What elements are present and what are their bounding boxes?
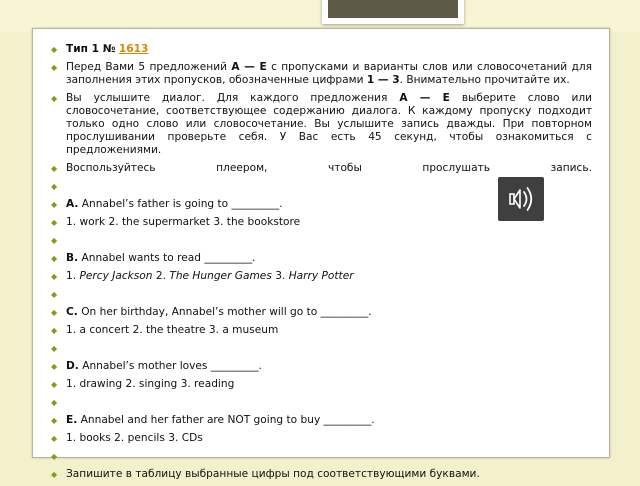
question-b-options <box>50 270 592 283</box>
bullet-icon: ◆ <box>51 63 58 72</box>
question-letter: D. <box>66 360 79 372</box>
bullet-icon: ◆ <box>51 416 58 425</box>
empty-line <box>50 450 592 463</box>
empty-line <box>50 288 592 301</box>
question-e-options <box>50 432 592 445</box>
instruction-text: Перед Вами 5 предложений <box>66 61 227 73</box>
instruction-bold: 1 — 3 <box>366 74 400 86</box>
option-number: 1. <box>66 270 77 282</box>
bullet-icon: ◆ <box>51 398 58 407</box>
bullet-icon: ◆ <box>51 218 58 227</box>
question-e <box>50 414 592 427</box>
question-text: Annabel wants to read _________. <box>81 252 256 264</box>
options-text: 1. a concert 2. the theatre 3. a museum <box>66 324 279 336</box>
question-text: On her birthday, Annabel’s mother will go to _________. <box>81 306 372 318</box>
task-header <box>50 43 592 56</box>
bullet-icon: ◆ <box>51 45 58 54</box>
question-letter: C. <box>66 306 78 318</box>
player-instruction-row <box>66 162 592 175</box>
question-d <box>50 360 592 373</box>
bullet-icon: ◆ <box>51 182 58 191</box>
option-title: Harry Potter <box>288 270 354 282</box>
bullet-icon: ◆ <box>51 362 58 371</box>
option-title: Percy Jackson <box>79 270 153 282</box>
empty-line <box>50 342 592 355</box>
bullet-icon: ◆ <box>51 308 58 317</box>
speaker-icon[interactable] <box>498 177 544 221</box>
question-c-options <box>50 324 592 337</box>
task-label: Тип 1 № <box>66 43 116 55</box>
instruction-bold: А — Е <box>231 61 267 73</box>
bullet-icon: ◆ <box>51 272 58 281</box>
player-word: запись. <box>550 162 592 174</box>
bullet-icon: ◆ <box>51 326 58 335</box>
bullet-icon: ◆ <box>51 290 58 299</box>
instruction-text: с пропусками и варианты слов или словосочетаний для заполнения этих пропусков, обозначенные цифрами <box>66 61 593 86</box>
footer-text: Запишите в таблицу выбранные цифры под соответствующими буквами. <box>66 468 480 480</box>
footer-instruction <box>50 468 592 481</box>
task-number-link[interactable]: 1613 <box>118 43 149 55</box>
bullet-icon: ◆ <box>51 344 58 353</box>
instruction-paragraph-2 <box>50 92 592 157</box>
instruction-text: выберите слово или словосочетание, соответствующее содержанию диалога. К каждому пропуску подходит только одно слово или словосочетание. Вы услышите запись дважды. При повторном прослушивании проверьте себя. У Вас есть 45 секунд, чтобы ознакомиться с предложениями. <box>66 92 592 156</box>
instruction-text: . Внимательно прочитайте их. <box>399 74 570 86</box>
question-b <box>50 252 592 265</box>
bullet-icon: ◆ <box>51 380 58 389</box>
bullet-icon: ◆ <box>51 254 58 263</box>
player-instruction <box>50 162 592 175</box>
decorative-frame <box>322 0 464 24</box>
player-word: чтобы <box>328 162 362 174</box>
option-number: 3. <box>275 270 286 282</box>
instruction-paragraph-1 <box>50 61 592 87</box>
bullet-icon: ◆ <box>51 434 58 443</box>
bullet-icon: ◆ <box>51 452 58 461</box>
options-text: 1. work 2. the supermarket 3. the bookstore <box>66 216 301 228</box>
option-number: 2. <box>155 270 166 282</box>
question-letter: E. <box>66 414 78 426</box>
player-word: Воспользуйтесь <box>66 162 156 174</box>
options-text: 1. books 2. pencils 3. CDs <box>66 432 203 444</box>
options-text: 1. drawing 2. singing 3. reading <box>66 378 235 390</box>
question-c <box>50 306 592 319</box>
bullet-icon: ◆ <box>51 164 58 173</box>
question-d-options <box>50 378 592 391</box>
bullet-icon: ◆ <box>51 236 58 245</box>
question-letter: B. <box>66 252 79 264</box>
option-title: The Hunger Games <box>169 270 272 282</box>
question-letter: A. <box>66 198 79 210</box>
question-text: Annabel’s father is going to _________. <box>81 198 283 210</box>
bullet-icon: ◆ <box>51 470 58 479</box>
question-text: Annabel’s mother loves _________. <box>82 360 262 372</box>
bullet-icon: ◆ <box>51 200 58 209</box>
instruction-bold: А — Е <box>399 92 450 104</box>
player-word: прослушать <box>422 162 491 174</box>
player-word: плеером, <box>216 162 268 174</box>
empty-line <box>50 234 592 247</box>
empty-line <box>50 396 592 409</box>
slide-content <box>50 43 592 486</box>
decorative-frame-inner <box>328 0 458 18</box>
bullet-icon: ◆ <box>51 94 58 103</box>
instruction-text: Вы услышите диалог. Для каждого предложения <box>66 92 388 104</box>
slide <box>32 28 610 480</box>
question-text: Annabel and her father are NOT going to buy _________. <box>80 414 375 426</box>
